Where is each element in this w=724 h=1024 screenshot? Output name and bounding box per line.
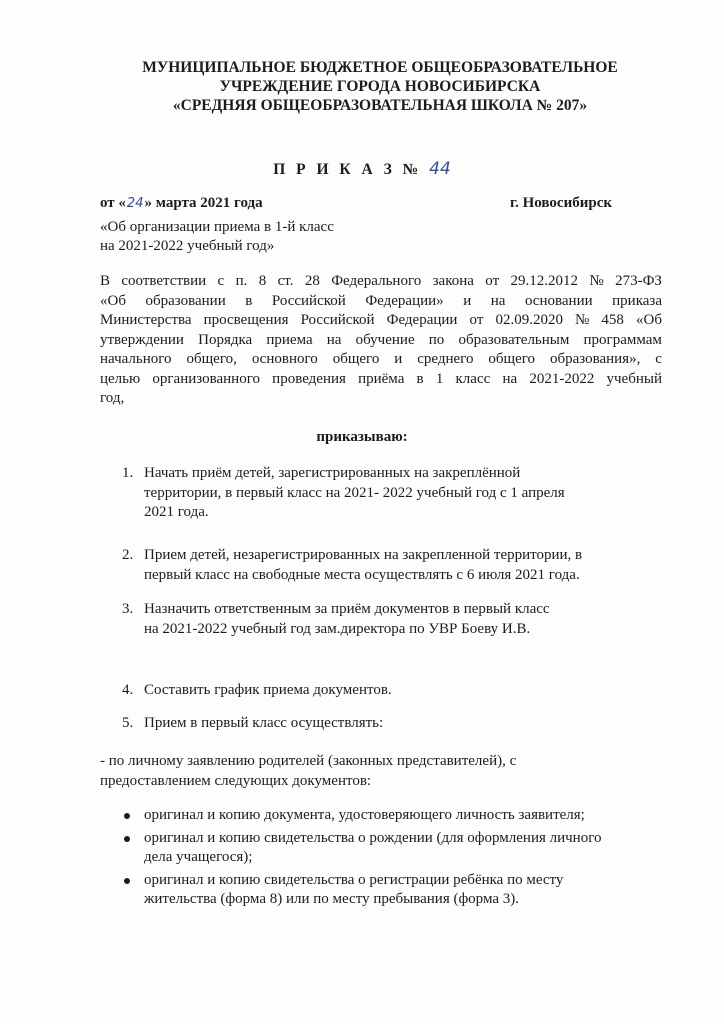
- word: образовательным: [458, 331, 570, 348]
- word: проведения: [272, 370, 346, 387]
- word: в: [245, 292, 253, 309]
- word: 28: [304, 273, 320, 289]
- order-item: [100, 464, 706, 523]
- word: №: [575, 312, 590, 328]
- orders-heading: приказываю:: [316, 429, 408, 445]
- word: по: [428, 331, 445, 348]
- word: Федерации»: [365, 292, 444, 309]
- item-line: Составить график приема документов.: [144, 682, 392, 698]
- word: среднего: [417, 351, 474, 367]
- document-line: оригинал и копию документа, удостоверяющего личность заявителя;: [144, 807, 585, 823]
- document-line: оригинал и копию свидетельства о рождении (для оформления личного: [144, 829, 602, 846]
- document-line: жительства (форма 8) или по месту пребывания (форма 3).: [144, 891, 519, 907]
- word: 29.12.2012: [510, 273, 579, 289]
- item-line: первый класс на свободные места осуществлять с 6 июля 2021 года.: [144, 566, 580, 583]
- word: просвещения: [203, 312, 289, 328]
- word: учебный: [606, 370, 662, 387]
- item-line: территории, в первый класс на 2021- 2022 учебный год с 1 апреля: [144, 484, 565, 501]
- word: начального: [100, 351, 172, 367]
- word: В: [100, 273, 111, 289]
- word: 02.09.2020: [495, 312, 563, 328]
- word: и: [394, 351, 403, 367]
- word: приема: [266, 331, 313, 348]
- word: соответствии: [121, 273, 207, 289]
- document-line: оригинал и копию свидетельства о регистрации ребёнка по месту: [144, 871, 564, 888]
- order-item: [100, 546, 706, 585]
- bullet-icon: [124, 878, 130, 884]
- word: образовании: [145, 292, 226, 309]
- item-number: 4.: [122, 682, 134, 698]
- word: п.: [235, 273, 248, 289]
- word: организованного: [152, 370, 260, 387]
- preamble-line: [100, 370, 662, 390]
- word: программам: [583, 331, 662, 348]
- subject-line-1: «Об организации приема в 1-й класс: [100, 219, 334, 235]
- preamble-line: [100, 350, 662, 370]
- preamble-line: [100, 272, 662, 292]
- preamble-line: [100, 292, 662, 312]
- item-line: Прием детей, незарегистрированных на закрепленной территории, в: [144, 547, 583, 563]
- word: на: [490, 292, 506, 309]
- order-number-handwritten: 44: [429, 159, 451, 179]
- preamble-line: [100, 311, 662, 331]
- documents-list: [100, 806, 662, 913]
- item-line: на 2021-2022 учебный год зам.директора по УВР Боеву И.В.: [144, 620, 531, 637]
- word: основного: [251, 351, 318, 367]
- order-city: г. Новосибирск: [510, 195, 612, 211]
- word: общего: [488, 351, 536, 367]
- application-line-1: - по личному заявлению родителей (законных представителей), с: [100, 753, 517, 769]
- school-header: [110, 58, 650, 115]
- item-line: Начать приём детей, зарегистрированных на закреплённой: [144, 465, 521, 481]
- word: и: [463, 292, 472, 309]
- item-number: 2.: [122, 547, 134, 563]
- word: от: [485, 273, 500, 289]
- document-list-item: [100, 829, 662, 868]
- preamble-line: [100, 331, 662, 351]
- item-number: 5.: [122, 715, 134, 731]
- word: 2021-2022: [529, 370, 595, 387]
- subject-line-2: на 2021-2022 учебный год»: [100, 238, 275, 254]
- document-list-item: [100, 806, 662, 826]
- order-date: [100, 194, 263, 213]
- word: с: [217, 273, 225, 289]
- order-title: [0, 159, 724, 179]
- preamble-paragraph: [100, 272, 662, 409]
- word: 8: [258, 273, 267, 289]
- word: Федерации: [386, 312, 458, 328]
- preamble-line: год,: [100, 390, 125, 406]
- word: «Об: [636, 312, 662, 328]
- word: приказа: [612, 292, 662, 309]
- word: 273-ФЗ: [615, 273, 662, 289]
- word: Федерального: [331, 273, 422, 289]
- item-line: 2021 года.: [144, 504, 209, 520]
- word: от: [469, 312, 484, 328]
- word: общего: [332, 351, 380, 367]
- bullet-icon: [124, 813, 130, 819]
- header-line-2: УЧРЕЖДЕНИЕ ГОРОДА НОВОСИБИРСКА: [219, 78, 541, 95]
- word: основании: [524, 292, 593, 309]
- word: Министерства: [100, 312, 192, 328]
- word: в: [416, 370, 424, 387]
- document-list-item: [100, 871, 662, 910]
- word: 458: [601, 312, 624, 328]
- word: обучение: [355, 331, 415, 348]
- word: утверждении: [100, 331, 184, 348]
- word: «Об: [100, 292, 126, 309]
- order-item: [100, 600, 706, 639]
- word: с: [655, 351, 662, 367]
- word: образования»,: [549, 351, 641, 367]
- application-line-2: предоставлением следующих документов:: [100, 772, 372, 789]
- order-item: [100, 714, 706, 734]
- item-line: Прием в первый класс осуществлять:: [144, 715, 384, 731]
- bullet-icon: [124, 836, 130, 842]
- date-suffix: » марта 2021 года: [144, 195, 263, 211]
- word: Российской: [271, 292, 346, 309]
- header-line-1: МУНИЦИПАЛЬНОЕ БЮДЖЕТНОЕ ОБЩЕОБРАЗОВАТЕЛЬНОЕ: [142, 59, 618, 76]
- word: закона: [432, 273, 474, 289]
- word: Порядка: [198, 331, 253, 348]
- word: на: [502, 370, 518, 387]
- word: общего,: [186, 351, 237, 367]
- header-line-3: «СРЕДНЯЯ ОБЩЕОБРАЗОВАТЕЛЬНАЯ ШКОЛА № 207»: [172, 97, 588, 114]
- word: приёма: [358, 370, 405, 387]
- word: класс: [455, 370, 491, 387]
- date-day-handwritten: 24: [126, 196, 144, 211]
- word: 1: [435, 370, 444, 387]
- order-subject: [100, 218, 334, 256]
- application-paragraph: [100, 752, 662, 791]
- order-title-label: П Р И К А З №: [273, 161, 422, 178]
- word: целью: [100, 370, 141, 387]
- word: ст.: [277, 273, 294, 289]
- document-line: дела учащегося);: [144, 849, 253, 865]
- word: №: [589, 273, 604, 289]
- date-prefix: от «: [100, 195, 126, 211]
- item-number: 1.: [122, 465, 134, 481]
- order-item: [100, 681, 706, 701]
- item-line: Назначить ответственным за приём документов в первый класс: [144, 601, 550, 617]
- word: Российской: [300, 312, 375, 328]
- word: на: [326, 331, 342, 348]
- item-number: 3.: [122, 601, 134, 617]
